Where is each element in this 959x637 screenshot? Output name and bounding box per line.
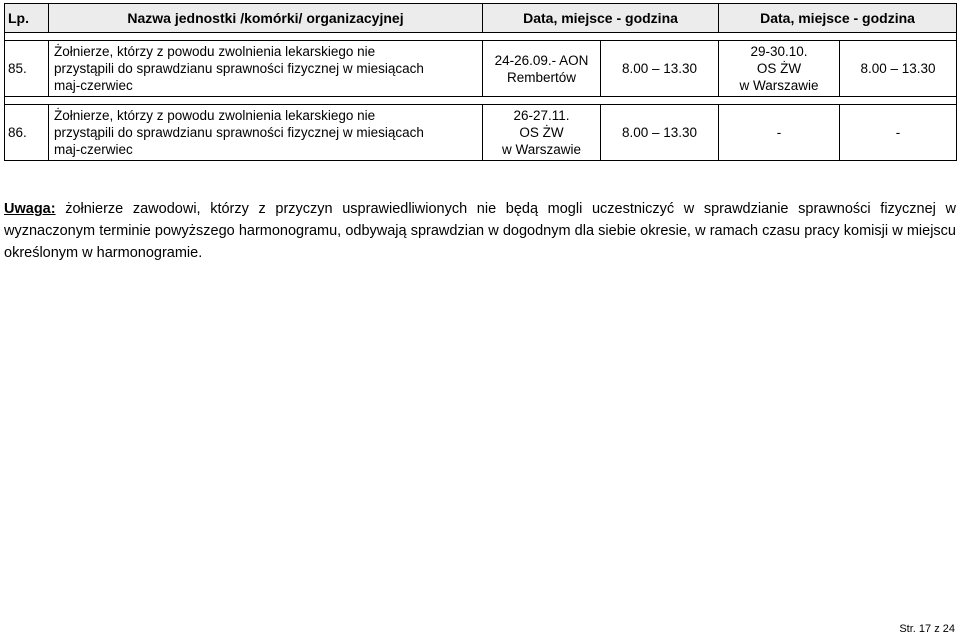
table-header-row [5, 4, 957, 33]
place-date-1: 26-27.11. OS ŻW w Warszawie [483, 105, 601, 161]
unit-name: Żołnierze, którzy z powodu zwolnienia lekarskiego nie przystąpili do sprawdzianu sprawności fizycznej w miesiącach maj-czerwiec [49, 41, 483, 97]
header-date-1: Data, miejsce - godzina [483, 4, 719, 33]
place-date-1: 24-26.09.- AON Rembertów [483, 41, 601, 97]
page-number: Str. 17 z 24 [899, 623, 955, 635]
time-1: 8.00 – 13.30 [601, 105, 719, 161]
note-label: Uwaga: [4, 201, 56, 217]
place-date-2: 29-30.10. OS ŻW w Warszawie [719, 41, 840, 97]
row-number: 85. [5, 41, 49, 97]
header-unit: Nazwa jednostki /komórki/ organizacyjnej [49, 4, 483, 33]
table-row [5, 41, 957, 97]
unit-name: Żołnierze, którzy z powodu zwolnienia lekarskiego nie przystąpili do sprawdzianu sprawności fizycznej w miesiącach maj-czerwiec [49, 105, 483, 161]
table-row [5, 105, 957, 161]
place-date-2: - [719, 105, 840, 161]
time-2: 8.00 – 13.30 [840, 41, 957, 97]
note-text: żołnierze zawodowi, którzy z przyczyn usprawiedliwionych nie będą mogli uczestniczyć w sprawdzianie sprawności fizycznej w wyznaczonym terminie powyższego harmonogramu, odbywają sprawdzian w dogodnym dla siebie okresie, w ramach czasu pracy komisji w miejscu określonym w harmonogramie. [4, 201, 956, 261]
spacer-row [5, 33, 957, 41]
note-paragraph [4, 198, 956, 264]
schedule-table [4, 3, 957, 161]
header-lp: Lp. [5, 4, 49, 33]
time-1: 8.00 – 13.30 [601, 41, 719, 97]
spacer-row [5, 97, 957, 105]
header-date-2: Data, miejsce - godzina [719, 4, 957, 33]
row-number: 86. [5, 105, 49, 161]
time-2: - [840, 105, 957, 161]
